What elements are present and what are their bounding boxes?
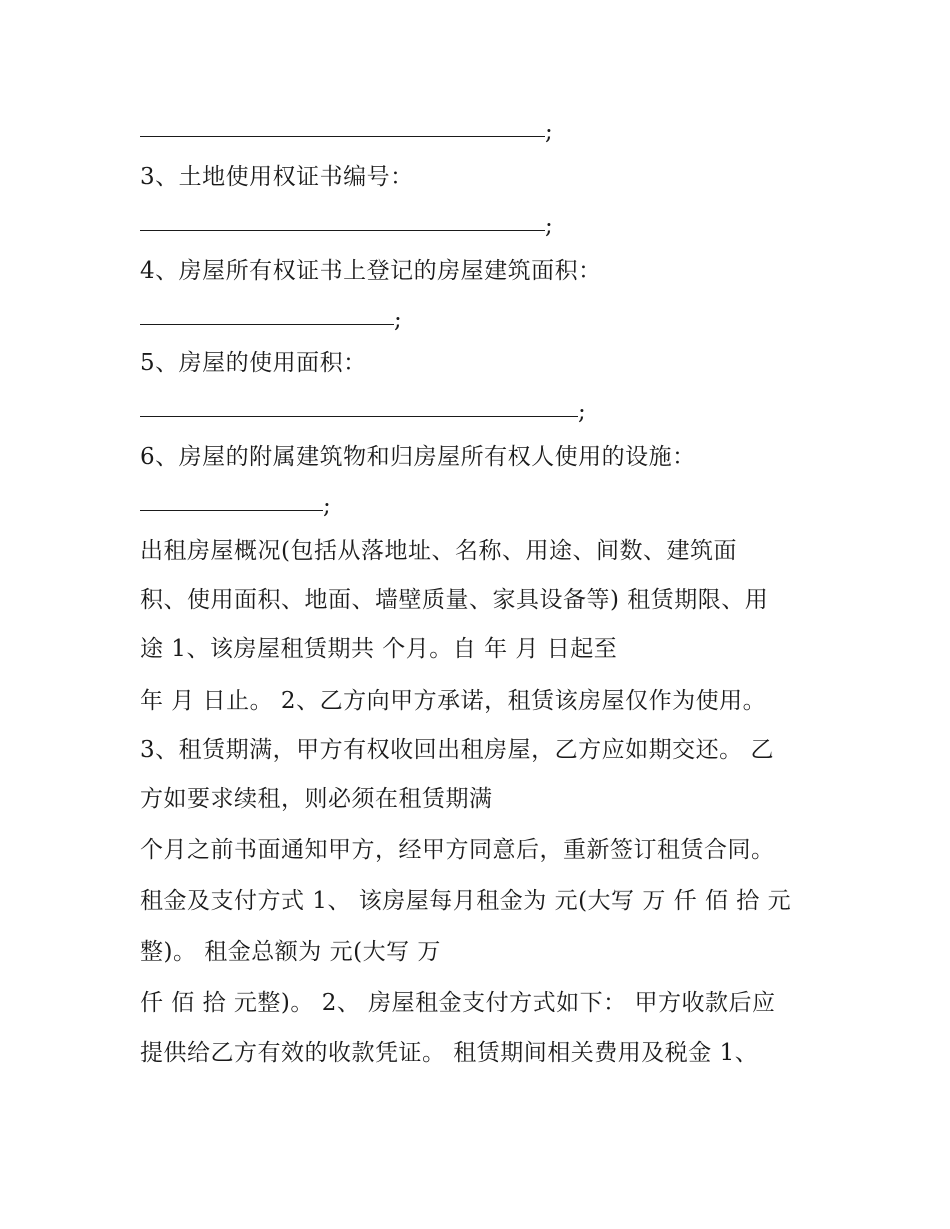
blank-line-3 bbox=[140, 302, 402, 335]
item-5-usable-area: 5、房屋的使用面积： bbox=[140, 350, 367, 376]
semicolon: ; bbox=[578, 399, 587, 425]
paragraph-line: 租金及支付方式 1、 该房屋每月租金为 元(大写 万 仟 佰 拾 元 bbox=[140, 888, 792, 914]
paragraph-line: 途 1、该房屋租赁期共 个月。自 年 月 日起至 bbox=[140, 636, 618, 662]
semicolon: ; bbox=[545, 213, 554, 239]
paragraph-line: 提供给乙方有效的收款凭证。 租赁期间相关费用及税金 1、 bbox=[140, 1040, 759, 1066]
fill-blank bbox=[140, 302, 394, 325]
paragraph-line: 年 月 日止。 2、乙方向甲方承诺，租赁该房屋仅作为使用。 bbox=[140, 688, 767, 714]
paragraph-line: 3、租赁期满，甲方有权收回出租房屋，乙方应如期交还。 乙 bbox=[140, 737, 774, 763]
paragraph-line: 整)。 租金总额为 元(大写 万 bbox=[140, 939, 441, 965]
blank-line-5 bbox=[140, 488, 331, 521]
item-6-facilities: 6、房屋的附属建筑物和归房屋所有权人使用的设施： bbox=[140, 444, 696, 470]
fill-blank bbox=[140, 114, 545, 137]
paragraph-line: 出租房屋概况(包括从落地址、名称、用途、间数、建筑面 bbox=[140, 538, 737, 564]
item-4-building-area: 4、房屋所有权证书上登记的房屋建筑面积： bbox=[140, 258, 602, 284]
paragraph-line: 仟 佰 拾 元整)。 2、 房屋租金支付方式如下： 甲方收款后应 bbox=[140, 990, 776, 1016]
blank-line-4 bbox=[140, 394, 586, 427]
item-3-land-use-certificate: 3、土地使用权证书编号： bbox=[140, 164, 414, 190]
blank-line-1 bbox=[140, 114, 553, 147]
fill-blank bbox=[140, 394, 578, 417]
paragraph-line: 积、使用面积、地面、墙壁质量、家具设备等) 租赁期限、用 bbox=[140, 587, 769, 613]
fill-blank bbox=[140, 208, 545, 231]
semicolon: ; bbox=[545, 119, 554, 145]
fill-blank bbox=[140, 488, 323, 511]
paragraph-line: 方如要求续租，则必须在租赁期满 bbox=[140, 786, 493, 812]
paragraph-line: 个月之前书面通知甲方，经甲方同意后，重新签订租赁合同。 bbox=[140, 837, 775, 863]
blank-line-2 bbox=[140, 208, 553, 241]
semicolon: ; bbox=[394, 307, 403, 333]
semicolon: ; bbox=[323, 493, 332, 519]
